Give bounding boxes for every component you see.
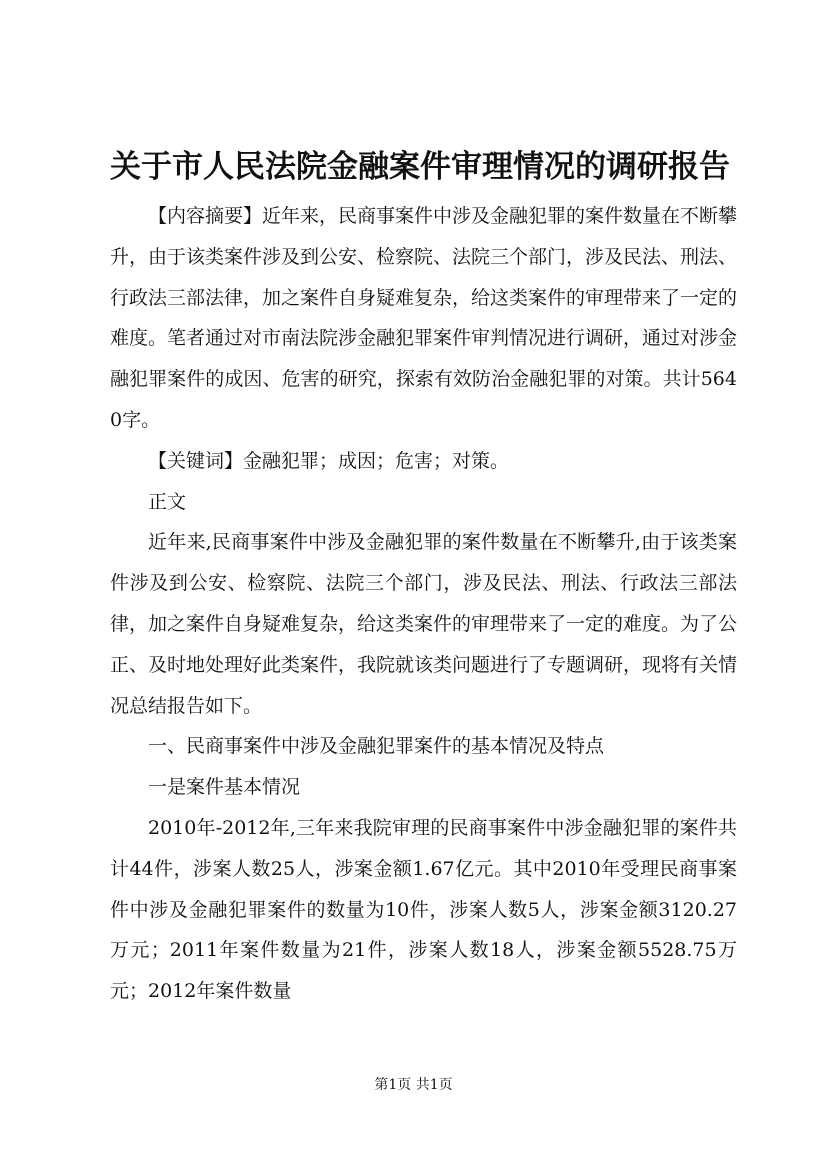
keywords-paragraph: 【关键词】金融犯罪；成因；危害；对策。 — [148, 449, 510, 472]
section-heading-1: 一、民商事案件中涉及金融犯罪案件的基本情况及特点 — [148, 735, 605, 758]
abstract-paragraph: 【内容摘要】近年来，民商事案件中涉及金融犯罪的案件数量在不断攀升，由于该类案件涉及到公安、检察院、法院三个部门，涉及民法、刑法、行政法三部法律，加之案件自身疑难复杂，给这类案件的审理带来了一定的难度。笔者通过对市南法院涉金融犯罪案件审判情况进行调研，通过对涉金融犯罪案件的成因、危害的研究，探索有效防治金融犯罪的对策。共计5640字。 — [110, 205, 738, 431]
page-number-footer: 第1页 共1页 — [374, 1077, 453, 1093]
intro-paragraph: 近年来,民商事案件中涉及金融犯罪的案件数量在不断攀升,由于该类案件涉及到公安、检察院、法院三个部门，涉及民法、刑法、行政法三部法律，加之案件自身疑难复杂，给这类案件的审理带来了一定的难度。为了公正、及时地处理好此类案件，我院就该类问题进行了专题调研，现将有关情况总结报告如下。 — [110, 531, 738, 717]
subheading-case-basic-info: 一是案件基本情况 — [148, 776, 301, 799]
document-body — [110, 196, 737, 1012]
document-title: 关于市人民法院金融案件审理情况的调研报告 — [110, 149, 730, 185]
section-heading-main-text: 正文 — [148, 490, 187, 513]
statistics-paragraph: 2010年-2012年,三年来我院审理的民商事案件中涉金融犯罪的案件共计44件，涉案人数25人，涉案金额1.67亿元。其中2010年受理民商事案件中涉及金融犯罪案件的数量为10件，涉案人数5人，涉案金额3120.27万元；2011年案件数量为21件，涉案人数18人，涉案金额5528.75万元；2012年案件数量 — [110, 816, 737, 1003]
